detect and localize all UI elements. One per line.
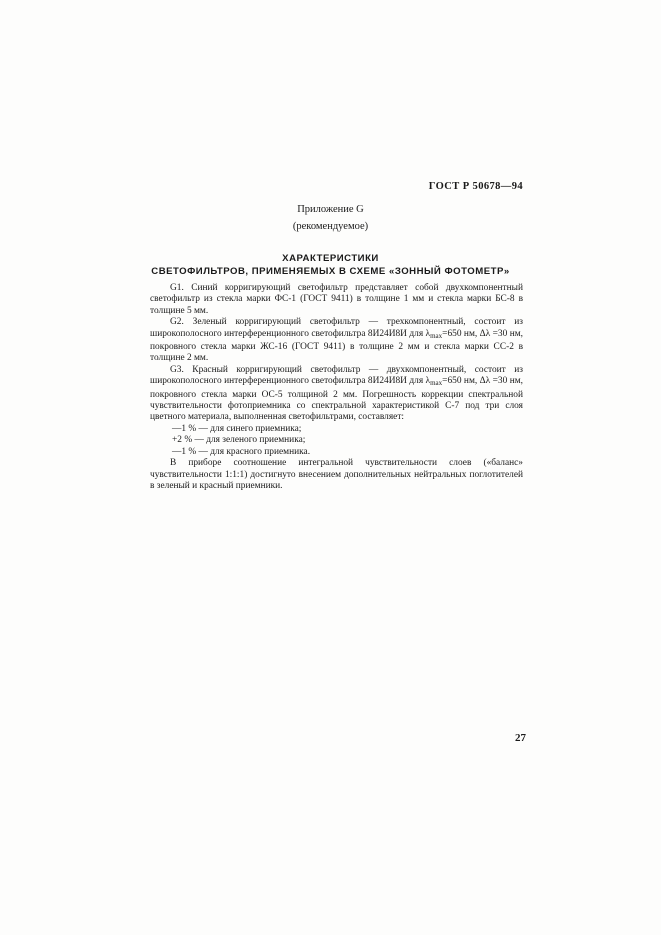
body-text [150,283,523,492]
paragraph-g1: G1. Синий корригирующий светофильтр представляет собой двухкомпонентный светофильтр из стекла марки ФС-1 (ГОСТ 9411) в толщине 1 мм и стекла марки БС-8 в толщине 5 мм. [150,283,523,316]
list-item-blue: —1 % — для синего приемника; [172,423,302,434]
paragraph-g2-part1: G2. Зеленый корригирующий светофильтр — трехкомпонентный, состоит из широкополосного интерференционного светофильтра 8И24И8И для λ [150,317,523,339]
page-number: 27 [515,732,526,744]
paragraph-g3-part2: =650 нм, Δλ =30 нм, покровного стекла марки ОС-5 толщиной 2 мм. Погрешность коррекции спектральной чувствительности фотоприемника со спектральной характеристикой С-7 под три слоя цветного материала, выполненная светофильтрами, составляет: [150,376,523,423]
paragraph-g2-subscript: max [430,331,443,340]
paragraph-g2 [150,317,523,365]
section-heading-line2: СВЕТОФИЛЬТРОВ, ПРИМЕНЯЕМЫХ В СХЕМЕ «ЗОННЫЙ ФОТОМЕТР» [151,266,510,277]
list-item-red: —1 % — для красного приемника. [172,446,311,457]
paragraph-g2-part2: =650 нм, Δλ =30 нм, покровного стекла марки ЖС-16 (ГОСТ 9411) в толщине 2 мм и стекла марки СС-2 в толщине 2 мм. [150,328,523,364]
paragraph-g3-part1: G3. Красный корригирующий светофильтр — двухкомпонентный, состоит из широкополосного интерференционного светофильтра 8И24И8И для λ [150,364,523,387]
appendix-subtitle: (рекомендуемое) [292,221,369,232]
paragraph-closing: В приборе соотношение интегральной чувствительности слоев («баланс» чувствительности 1:1:1) достигнуто внесением дополнительных нейтральных поглотителей в зеленый и красный приемники. [150,458,523,491]
appendix-title: Приложение G [297,204,364,215]
list-item-green: +2 % — для зеленого приемника; [172,435,306,446]
section-heading-line1: ХАРАКТЕРИСТИКИ [282,253,379,264]
paragraph-g3-subscript: max [430,379,443,388]
standard-code: ГОСТ Р 50678—94 [428,181,523,192]
paragraph-g3 [150,365,523,424]
